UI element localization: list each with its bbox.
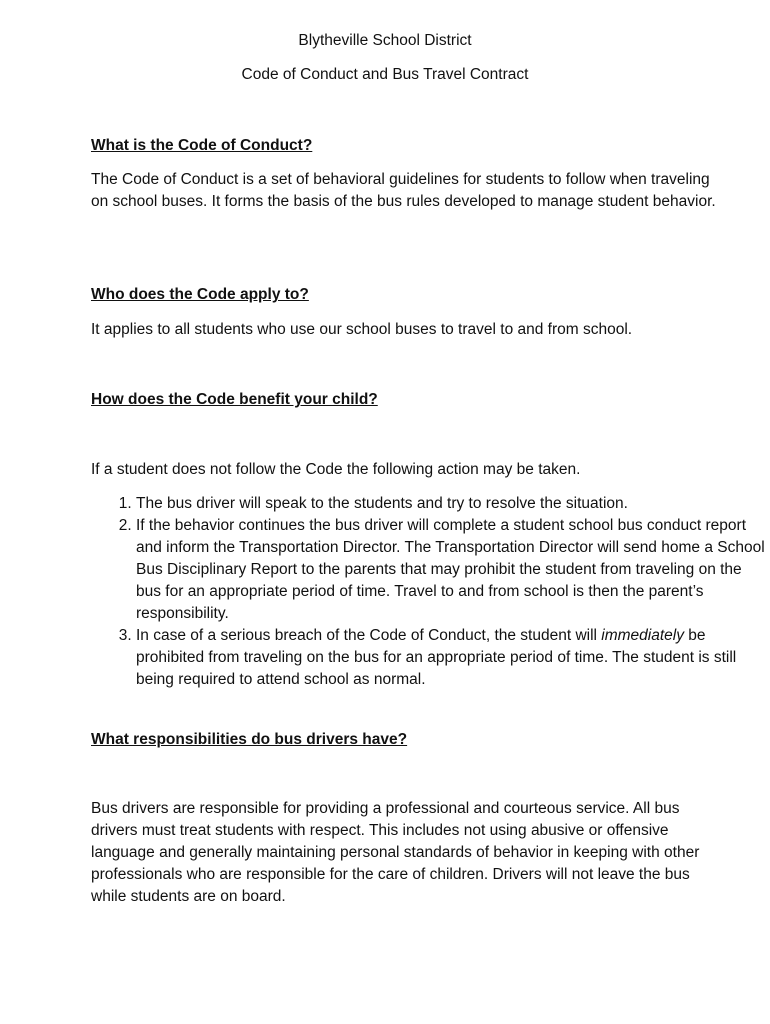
section-heading-what-is: What is the Code of Conduct? (91, 137, 313, 154)
district-name: Blytheville School District (298, 32, 472, 49)
section-heading-driver-responsibilities: What responsibilities do bus drivers have? (91, 731, 408, 748)
section-body-driver-responsibilities: Bus drivers are responsible for providing a professional and courteous service. All bus drivers must treat students with respect. This includes not using abusive or offensive language and generally maintaining personal standards of behavior in keeping with other professionals who are responsible for the care of children. Drivers will not leave the bus while students are on board. (91, 800, 700, 905)
action-step-3-text-before: In case of a serious breach of the Code of Conduct, the student will (136, 627, 602, 644)
action-step-2-text: If the behavior continues the bus driver will complete a student school bus conduct report and inform the Transportation Director. The Transportation Director will send home a School Bus Disciplinary Report to the parents that may prohibit the student from traveling on the bus for an appropriate period of time. Travel to and from school is then the parent’s responsibility. (136, 517, 765, 622)
action-step-2 (136, 515, 766, 625)
section-body-what-is: The Code of Conduct is a set of behavioral guidelines for students to follow when traveling on school buses. It forms the basis of the bus rules developed to manage student behavior. (91, 171, 716, 210)
section-intro-benefit: If a student does not follow the Code the following action may be taken. (91, 461, 581, 478)
section-heading-benefit: How does the Code benefit your child? (91, 391, 378, 408)
document-title: Code of Conduct and Bus Travel Contract (241, 66, 529, 83)
action-step-3-emphasis: immediately (601, 627, 684, 644)
section-body-who-applies: It applies to all students who use our school buses to travel to and from school. (91, 321, 633, 338)
action-step-1-text: The bus driver will speak to the students and try to resolve the situation. (136, 495, 628, 512)
action-step-1 (136, 493, 766, 515)
action-steps-list (91, 493, 766, 691)
action-step-3-text-after: be prohibited from traveling on the bus for an appropriate period of time. The student is still being required to attend school as normal. (136, 627, 737, 688)
action-step-3 (136, 625, 766, 691)
section-heading-who-applies: Who does the Code apply to? (91, 286, 309, 303)
